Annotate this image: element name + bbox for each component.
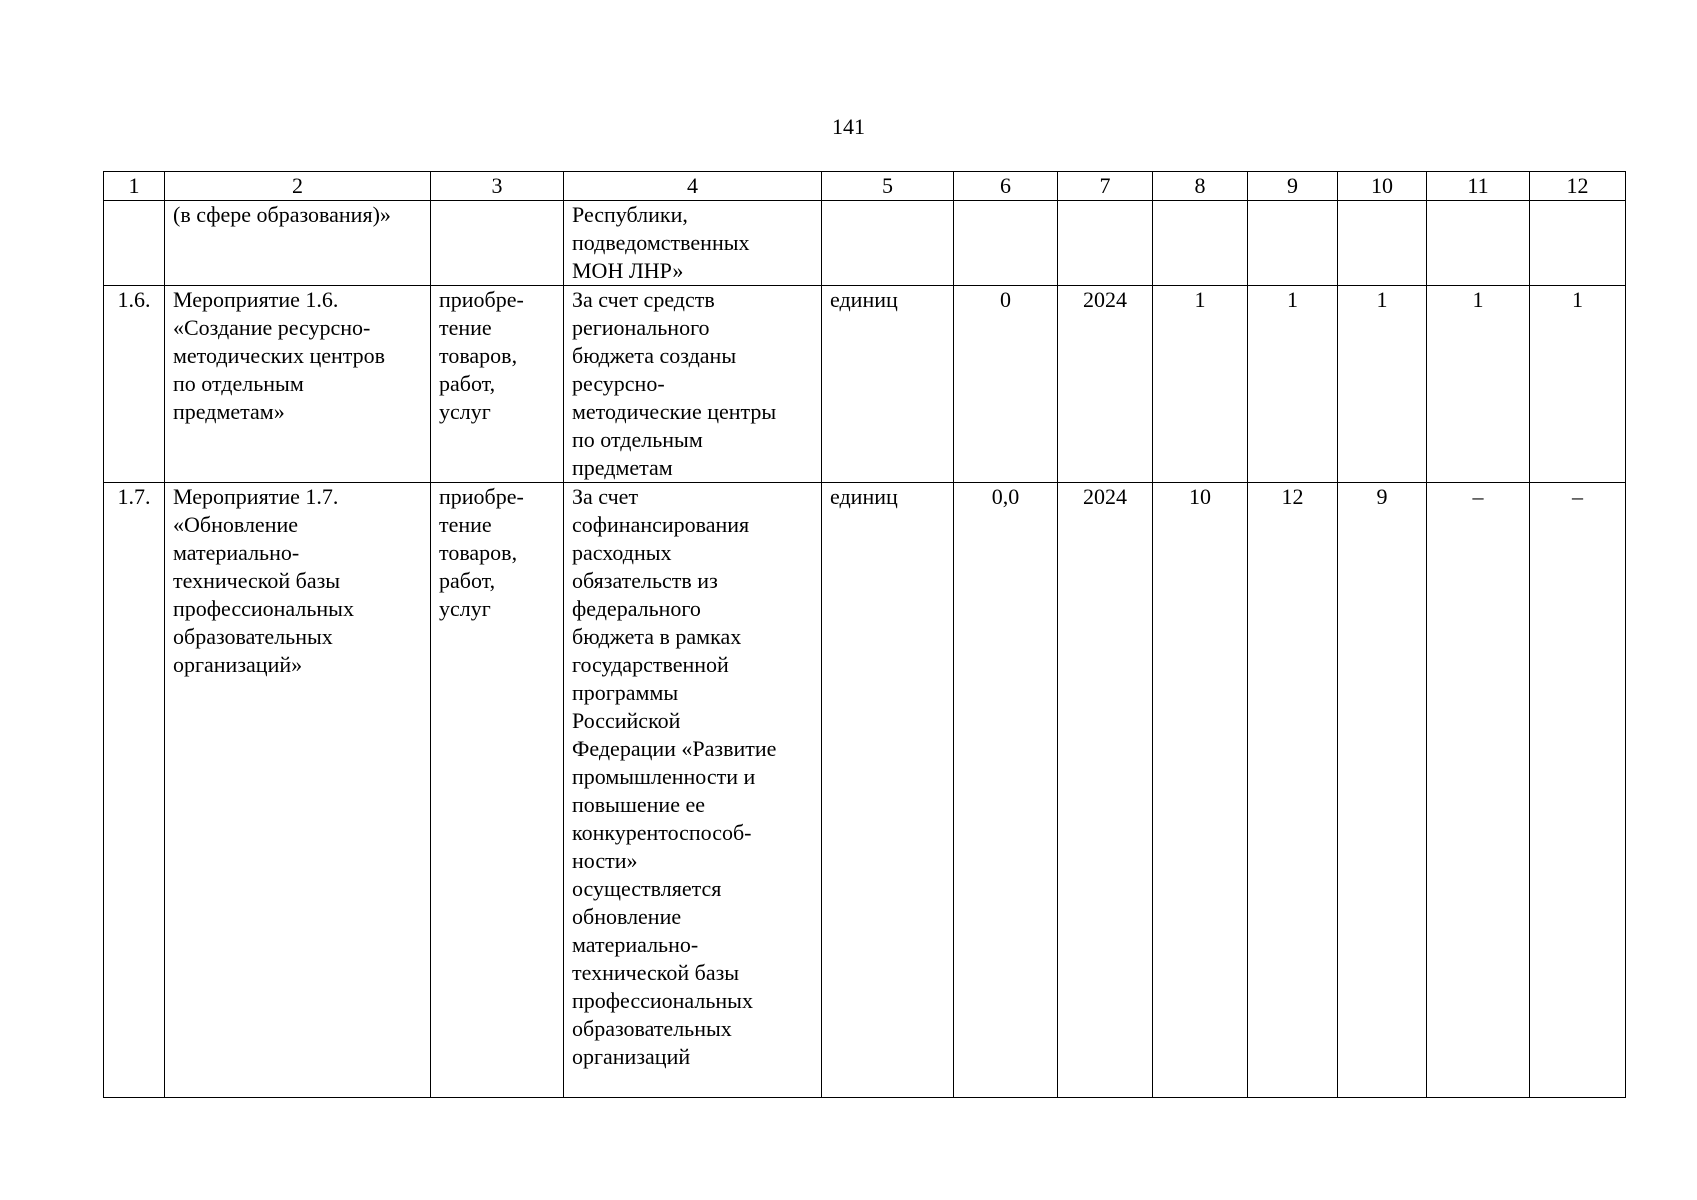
cell-event: (в сфере образования)» — [165, 201, 431, 286]
cell-col-9: 1 — [1248, 286, 1338, 483]
header-col-12: 12 — [1530, 172, 1626, 201]
cell-col-9 — [1248, 201, 1338, 286]
header-col-3: 3 — [431, 172, 564, 201]
header-col-1: 1 — [104, 172, 165, 201]
cell-col-7: 2024 — [1058, 286, 1153, 483]
cell-col-10 — [1338, 201, 1427, 286]
cell-num: 1.6. — [104, 286, 165, 483]
cell-result: За счет средств регионального бюджета созданы ресурсно- методические центры по отдельным предметам — [564, 286, 822, 483]
table-header-row — [104, 172, 1626, 201]
table-row — [104, 483, 1626, 1098]
table-row — [104, 201, 1626, 286]
table-row — [104, 286, 1626, 483]
cell-col-6: 0,0 — [954, 483, 1058, 1098]
header-col-10: 10 — [1338, 172, 1427, 201]
cell-col-8 — [1153, 201, 1248, 286]
cell-result: Республики, подведомственных МОН ЛНР» — [564, 201, 822, 286]
cell-col-12: 1 — [1530, 286, 1626, 483]
cell-num: 1.7. — [104, 483, 165, 1098]
cell-unit — [822, 201, 954, 286]
header-col-6: 6 — [954, 172, 1058, 201]
cell-col-10: 9 — [1338, 483, 1427, 1098]
cell-col-10: 1 — [1338, 286, 1427, 483]
cell-col-9: 12 — [1248, 483, 1338, 1098]
cell-type: приобре- тение товаров, работ, услуг — [431, 286, 564, 483]
cell-type: приобре- тение товаров, работ, услуг — [431, 483, 564, 1098]
header-col-9: 9 — [1248, 172, 1338, 201]
cell-type — [431, 201, 564, 286]
cell-col-8: 10 — [1153, 483, 1248, 1098]
cell-col-11: 1 — [1427, 286, 1530, 483]
cell-col-7 — [1058, 201, 1153, 286]
cell-event: Мероприятие 1.6. «Создание ресурсно- методических центров по отдельным предметам» — [165, 286, 431, 483]
cell-col-6 — [954, 201, 1058, 286]
measures-table — [103, 171, 1626, 1098]
cell-result: За счет софинансирования расходных обязательств из федерального бюджета в рамках государственной программы Российской Федерации «Развитие промышленности и повышение ее конкурентоспособ- ности» осуществляется обновление материально- технической базы профессиональных образовательных организаций — [564, 483, 822, 1098]
header-col-4: 4 — [564, 172, 822, 201]
cell-col-8: 1 — [1153, 286, 1248, 483]
header-col-8: 8 — [1153, 172, 1248, 201]
cell-col-12: – — [1530, 483, 1626, 1098]
cell-unit: единиц — [822, 286, 954, 483]
cell-col-11 — [1427, 201, 1530, 286]
cell-col-11: – — [1427, 483, 1530, 1098]
cell-num — [104, 201, 165, 286]
cell-col-6: 0 — [954, 286, 1058, 483]
header-col-5: 5 — [822, 172, 954, 201]
cell-unit: единиц — [822, 483, 954, 1098]
header-col-2: 2 — [165, 172, 431, 201]
cell-col-12 — [1530, 201, 1626, 286]
header-col-7: 7 — [1058, 172, 1153, 201]
header-col-11: 11 — [1427, 172, 1530, 201]
cell-event: Мероприятие 1.7. «Обновление материально- технической базы профессиональных образовательных организаций» — [165, 483, 431, 1098]
page-number: 141 — [832, 114, 865, 139]
cell-col-7: 2024 — [1058, 483, 1153, 1098]
